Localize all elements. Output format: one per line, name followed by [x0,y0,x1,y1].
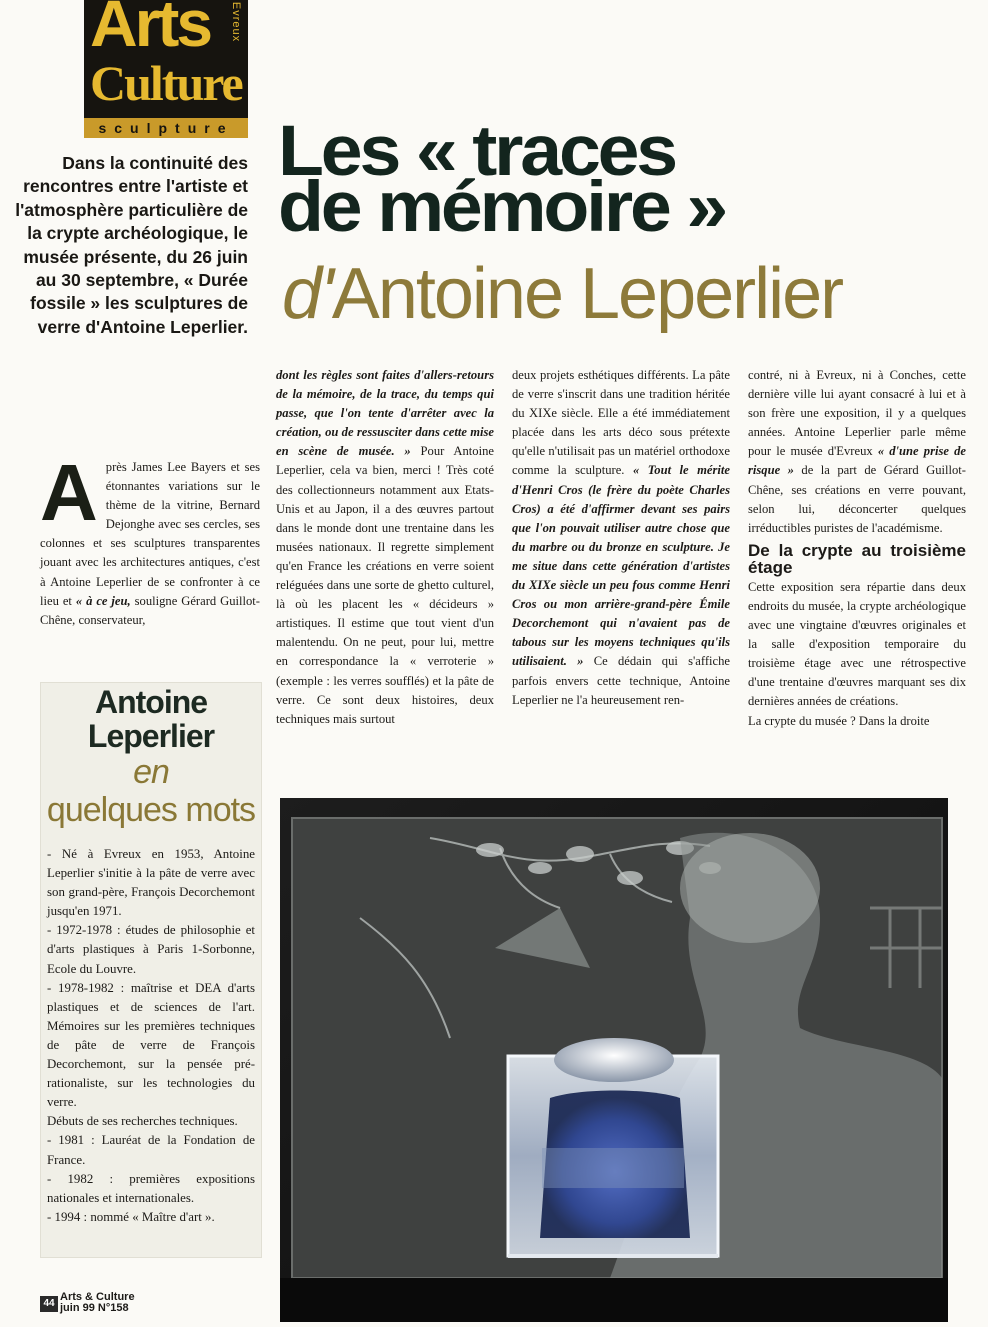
headline-sub-prefix: d' [282,254,332,334]
sidebar-item: - 1981 : Lauréat de la Fondation de France. [47,1133,255,1167]
article-column-1 [40,448,261,630]
headline [278,112,988,247]
col2-quote: dont les règles sont faites d'allers-retours de la mémoire, de la trace, du temps qui passe, que l'on tente d'arrêter avec la création, ou de ressusciter dans cette mise en scène de musée. » [276,368,494,459]
sidebar-item: - 1978-1982 : maîtrise et DEA d'arts plastiques et de sciences de l'art. Mémoires sur les premières techniques de pâte de verre de François Decorchemont, sur la pensée pré-rationaliste, sur les technologies du verre. [47,980,255,1110]
intro-paragraph: Dans la continuité des rencontres entre l'artiste et l'atmosphère particulière de la crypte archéologique, le musée présente, du 26 juin au 30 septembre, « Durée fossile » les sculptures de verre d'Antoine Leperlier. [15,153,248,337]
sidebar-list [47,845,255,1227]
col4-subheading: De la crypte au troisième étage [748,540,966,577]
sidebar-item: Débuts de ses recherches techniques. [47,1114,238,1129]
page-number: 44 [40,1296,58,1312]
col3-quote: « Tout le mérite d'Henri Cros (le frère du poète Charles Cros) a été d'affirmer devant ses pairs que l'on pouvait utiliser autre chose que du marbre ou du bronze en sculpture. Je me situe dans cette génération d'artistes du XIXe siècle un peu fous comme Henri Cros ou mon arrière-grand-père Émile Decorchemont qui n'avaient pas de tabous sur les moyens techniques qu'ils utilisaient. » [512,463,731,669]
col4-text-mid: de la part de Gérard Guillot-Chêne, ses créations en verre pouvant, selon lui, déconcerter quelques irréductibles puristes de l'académisme. [748,463,966,535]
footer-magazine: Arts & Culture [60,1291,135,1303]
sidebar-subtitle-line-1: en [133,753,169,791]
sidebar-subtitle [41,753,261,829]
masthead-logo [84,0,248,138]
col3-text-end: Ce dédain qui s'affiche parfois envers cette technique, Antoine Leperlier ne l'a heureusement ren- [512,654,730,707]
sidebar-item: - 1972-1978 : études de philosophie et d'arts plastiques à Paris 1-Sorbonne, Ecole du Louvre. [47,923,255,976]
col4-text-last: La crypte du musée ? Dans la droite [748,713,930,728]
sidebar-title-line-1: Antoine [94,684,208,720]
masthead-city: Evreux [229,1,242,43]
footer-issue: juin 99 N°158 [60,1302,129,1314]
sidebar-box [40,682,262,1258]
sculpture-photo [280,798,948,1322]
headline-line-1: Les « traces [278,112,675,191]
sidebar-item: - 1982 : premières expositions nationales et internationales. [47,1171,255,1205]
col4-text-end: Cette exposition sera répartie dans deux endroits du musée, la crypte archéologique avec une vingtaine d'œuvres originales et la salle d'exposition temporaire du troisième étage avec une rétrospective d'une trentaine d'œuvres marquant ses dix dernières années de créations. [748,579,966,709]
article-column-4 [748,366,966,731]
sidebar-item: - Né à Evreux en 1953, Antoine Leperlier s'initie à la pâte de verre avec son grand-père, François Decorchemont jusqu'en 1971. [47,847,255,919]
headline-line-2: de mémoire » [278,168,726,247]
sidebar-item: - 1994 : nommé « Maître d'art ». [47,1209,215,1224]
sidebar-title [41,685,261,753]
headline-sub-name: Antoine Leperlier [331,254,843,334]
col1-text-end: souligne Gérard Guillot-Chêne, conservateur, [40,593,261,627]
masthead-title-culture: Culture [90,55,242,111]
article-column-4-clip [748,366,966,796]
col2-text: Pour Antoine Leperlier, cela va bien, merci ! Très coté des collectionneurs notamment aux Etats-Unis et au Japon, il a des œuvres partout dans le monde dont une trentaine dans les musées nationaux. Il regrette simplement qu'en France les créations en verre soient reléguées dans une sorte de ghetto culturel, là où les placent les « décideurs » artistiques. Il estime que tout vient d'un malentendu. On ne peut, pour lui, mettre en correspondance la « verroterie » (exemple : les verres soufflés) et la pâte de verre. Ce sont deux histoires, deux techniques mais surtout [276,444,494,726]
col1-text: près James Lee Bayers et ses étonnantes variations sur le thème de la vitrine, Bernard Dejonghe avec ses cercles, ses colonnes et ses sculptures transparentes jouant avec les architectures antiques, c'est à Antoine Leperlier de se confronter à ce lieu et [40,460,260,608]
drop-cap: A [40,448,98,537]
article-column-3 [512,366,730,710]
sidebar-subtitle-line-2: quelques mots [46,791,256,829]
masthead-section: sculpture [84,118,248,138]
masthead-title-arts: Arts [90,0,211,60]
col4-quote: « d'une prise de risque » [748,444,966,478]
headline-subtitle [282,254,962,334]
col1-quote: « à ce jeu, [75,593,131,608]
col3-text: deux projets esthétiques différents. La pâte de verre s'inscrit dans une tradition héritée du XIXe siècle. Elle a été immédiatement placée dans les arts déco sous prétexte qu'elle n'utilisait pas un matériel orthodoxe comme la sculpture. [512,368,730,478]
col4-text: contré, ni à Evreux, ni à Conches, cette dernière ville lui ayant consacré à lui et à son frère une exposition, il y a quelques années. Antoine Leperlier parle même pour le musée d'Evreux [748,368,966,459]
sculpture-photo-art [280,798,948,1322]
sidebar-title-line-2: Leperlier [87,718,215,754]
article-column-2 [276,366,494,729]
footer-brand [60,1292,135,1314]
